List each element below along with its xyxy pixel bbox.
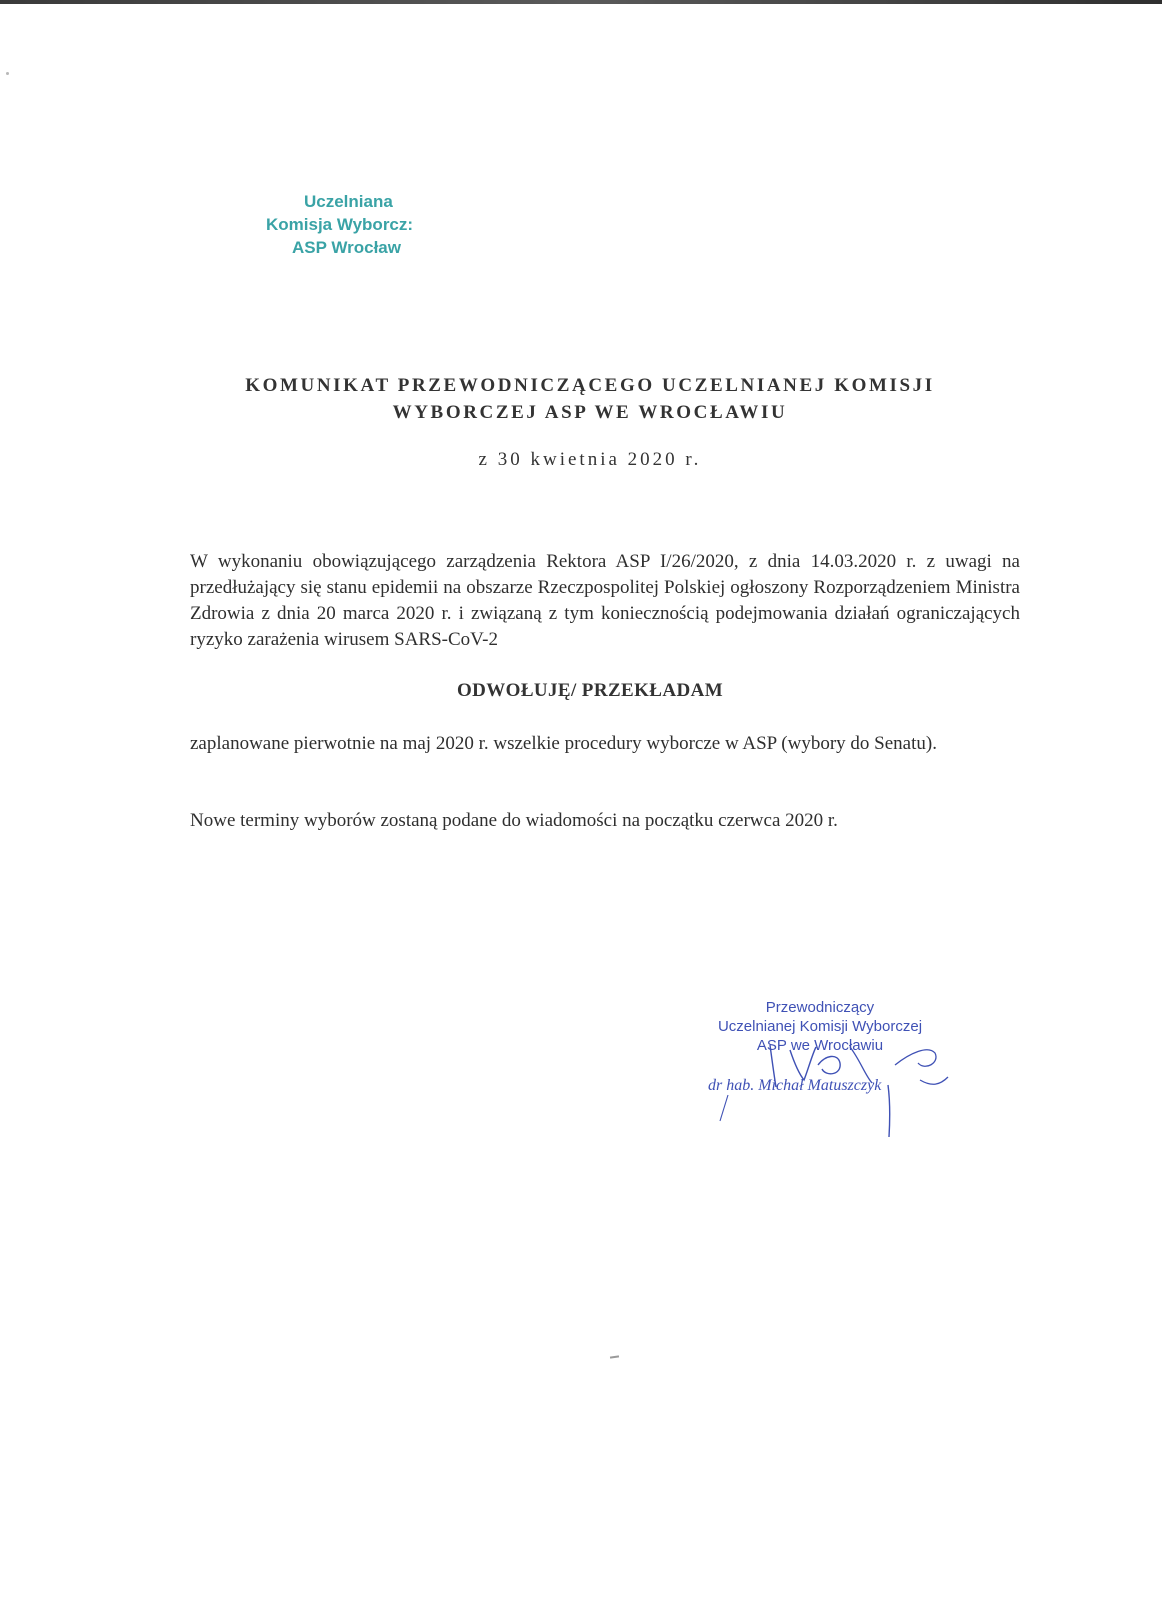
document-date: z 30 kwietnia 2020 r.: [478, 449, 702, 470]
scan-top-edge: [0, 0, 1162, 4]
title-line: KOMUNIKAT PRZEWODNICZĄCEGO UCZELNIANEJ KOMISJI: [245, 375, 935, 396]
signatory-name: dr hab. Michał Matuszczyk: [708, 1077, 882, 1094]
stamp-line: Uczelnianej Komisji Wyborczej: [717, 1018, 923, 1035]
document-title: [150, 372, 1030, 426]
scan-speck: [6, 72, 9, 75]
body-paragraph: Nowe terminy wyborów zostaną podane do wiadomości na początku czerwca 2020 r.: [190, 810, 838, 831]
scan-speck: [610, 1355, 619, 1358]
stamp-line: ASP Wrocław: [292, 238, 401, 257]
stamp-line: Przewodniczący: [765, 999, 875, 1016]
commission-stamp: [262, 190, 462, 259]
body-paragraph: W wykonaniu obowiązującego zarządzenia Rektora ASP I/26/2020, z dnia 14.03.2020 r. z uwagi na przedłużający się stanu epidemii na obszarze Rzeczpospolitej Polskiej ogłoszony Rozporządzeniem Ministra Zdrowia z dnia 20 marca 2020 r. i związaną z tym koniecznością podejmowania działań ograniczających ryzyko zarażenia wirusem SARS-CoV-2: [190, 551, 1020, 650]
title-line: WYBORCZEJ ASP WE WROCŁAWIU: [392, 402, 788, 423]
stamp-line: Uczelniana: [304, 192, 393, 211]
stamp-line: ASP we Wrocławiu: [756, 1037, 884, 1054]
body-paragraph: zaplanowane pierwotnie na maj 2020 r. wszelkie procedury wyborcze w ASP (wybory do Senatu).: [190, 733, 937, 754]
decision-heading: ODWOŁUJĘ/ PRZEKŁADAM: [456, 680, 724, 701]
stamp-line: Komisja Wyborcz:: [266, 215, 414, 234]
